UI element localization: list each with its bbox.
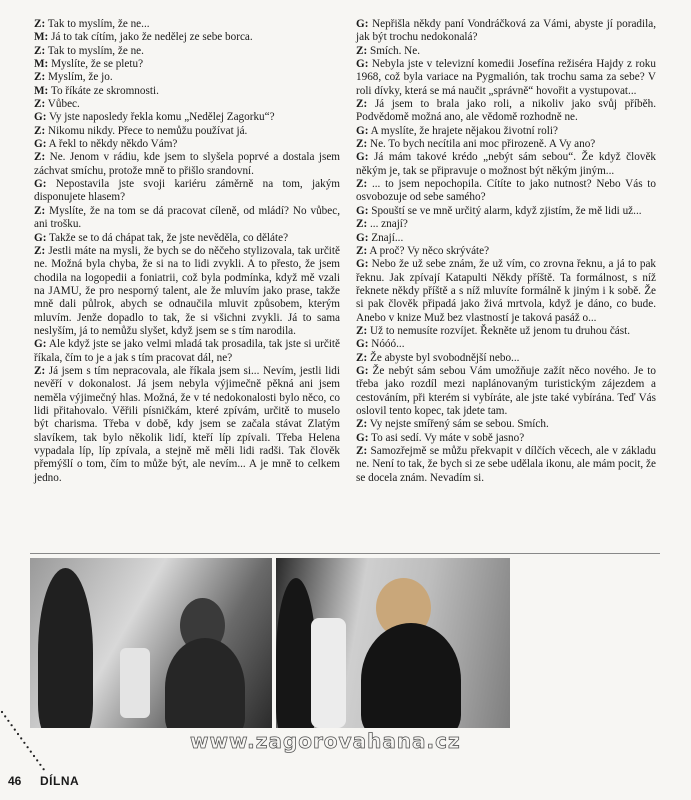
- dialogue-text: Že abyste byl svobodnější nebo...: [369, 351, 520, 364]
- dialogue-text: Už to nemusíte rozvíjet. Řekněte už jenom tu druhou část.: [369, 324, 631, 337]
- photo-strip: [30, 558, 510, 728]
- watermark: www.zagorovahana.cz: [190, 729, 461, 753]
- person-silhouette: [38, 568, 93, 728]
- dialogue-paragraph: [356, 258, 656, 325]
- dialogue-paragraph: [356, 325, 656, 338]
- decor-dot: [17, 733, 19, 735]
- speaker-label: M:: [34, 58, 49, 71]
- dialogue-text: Vy jste naposledy řekla komu „Nedělej Zagorku“?: [49, 111, 275, 124]
- decor-dot: [39, 764, 41, 766]
- dialogue-text: Myslím, že jo.: [47, 71, 113, 84]
- glass-vase: [120, 648, 150, 718]
- dialogue-paragraph: [34, 125, 340, 138]
- dialogue-text: ... znají?: [369, 218, 408, 231]
- dialogue-text: Nebo že už sebe znám, že už vím, co zrovna řeknu, a já to pak řeknu. Jak zpívají Katapulti Někdy příště. Ta formálnost, s níž řeknete někdy příště a s níž mluvíte formálně k jiným i k sobě. Že si pak člověk připadá jako živá mrtvola, když je dáno, co bude. Anebo v knize Muž bez vlastností je taková pasáž o...: [356, 258, 657, 324]
- dialogue-paragraph: [34, 111, 340, 124]
- dialogue-paragraph: [34, 138, 340, 151]
- left-text-column: [34, 18, 340, 485]
- dialogue-text: Tak to myslím, že ne.: [47, 44, 144, 57]
- speaker-label: G:: [34, 111, 47, 124]
- decor-dot: [30, 751, 32, 753]
- dialogue-text: Spouští se ve mně určitý alarm, když zjistím, že mě lidi už...: [371, 204, 642, 217]
- dialogue-text: Ne. Jenom v rádiu, kde jsem to slyšela poprvé a dostala jsem záchvat smíchu, protože mně to přišlo srandovní.: [34, 151, 341, 177]
- glass-vase: [311, 618, 346, 728]
- speaker-label: G:: [356, 204, 369, 217]
- dialogue-paragraph: [356, 365, 656, 418]
- speaker-label: G:: [356, 151, 369, 164]
- dialogue-text: Znají...: [371, 231, 404, 244]
- speaker-label: Z:: [356, 351, 368, 364]
- dialogue-text: Ne. To bych necítila ani moc přirozeně. A Vy ano?: [369, 138, 596, 151]
- dialogue-text: Takže se to dá chápat tak, že jste nevěděla, co děláte?: [49, 231, 289, 244]
- photo-left: [30, 558, 272, 728]
- decor-dot: [27, 746, 29, 748]
- decor-dot: [11, 724, 13, 726]
- dialogue-paragraph: [356, 245, 656, 258]
- speaker-label: G:: [356, 18, 369, 30]
- dialogue-text: Nóóó...: [371, 338, 405, 351]
- dialogue-text: Nepřišla někdy paní Vondráčková za Vámi, abyste jí poradila, jak být trochu nedokonalá?: [356, 18, 657, 44]
- dialogue-text: Smích. Ne.: [369, 44, 421, 57]
- speaker-label: G:: [34, 338, 47, 351]
- dialogue-text: Že nebýt sám sebou Vám umožňuje zažít něco nového. Je to třeba jako rozdíl mezi naplánovaným turistickým zájezdem a cestováním, při kterém si vybíráte, ale jste také vybírána. Teď Vás oslovil tento kopec, tak jdete tam.: [356, 364, 657, 417]
- dialogue-paragraph: [356, 18, 656, 45]
- dialogue-paragraph: [356, 352, 656, 365]
- dialogue-text: Nikomu nikdy. Přece to nemůžu používat já.: [47, 124, 248, 137]
- speaker-label: G:: [356, 124, 369, 137]
- dialogue-paragraph: [34, 71, 340, 84]
- page-number: 46: [8, 774, 22, 788]
- decor-dot: [1, 711, 3, 713]
- dialogue-paragraph: [34, 31, 340, 44]
- dialogue-text: Jestli máte na mysli, že bych se do něčeho stylizovala, tak určitě ne. Možná byla chyba, že si na to lidi zvykli. A to přesto, že jsem chodila na logopedii a foniatrii, což byla podmínka, když mě vzali na JAMU, že pro nesporný talent, ale že mluvím jako prase, takže mně dali půlrok, abych se odnaučila mluvit způsobem, kterým mluvím. Jenže dopadlo to tak, že si všichni zvykli. Já to sama neslyším, já to nemůžu slyšet, když jsem se s tím narodila.: [34, 244, 340, 337]
- dialogue-paragraph: [34, 178, 340, 205]
- dialogue-text: Já mám takové krédo „nebýt sám sebou“. Že když člověk někým je, tak se připravuje o možnost být někým jiným...: [356, 151, 657, 177]
- dialogue-text: Vy nejste smířený sám se sebou. Smích.: [369, 418, 549, 431]
- speaker-label: G:: [356, 58, 369, 71]
- decor-dot: [23, 742, 25, 744]
- speaker-label: Z:: [34, 71, 46, 84]
- dialogue-paragraph: [356, 138, 656, 151]
- dialogue-text: A proč? Vy něco skrýváte?: [369, 244, 490, 257]
- dialogue-text: Tak to myslím, že ne...: [47, 18, 150, 30]
- speaker-label: G:: [356, 258, 369, 271]
- person-silhouette: [165, 638, 245, 728]
- decor-dot: [14, 729, 16, 731]
- dialogue-paragraph: [34, 205, 340, 232]
- speaker-label: Z:: [356, 244, 368, 257]
- decor-dot: [43, 768, 45, 770]
- speaker-label: M:: [34, 31, 49, 44]
- decor-dot: [7, 720, 9, 722]
- speaker-label: Z:: [356, 445, 368, 457]
- speaker-label: Z:: [356, 418, 368, 431]
- dialogue-paragraph: [34, 365, 340, 485]
- speaker-label: Z:: [34, 364, 46, 377]
- speaker-label: M:: [34, 84, 49, 97]
- speaker-label: G:: [356, 364, 369, 377]
- dialogue-paragraph: [34, 151, 340, 178]
- dialogue-text: Myslíte, že na tom se dá pracovat cíleně, od mládí? No vůbec, ani trošku.: [34, 204, 340, 231]
- horizontal-rule: [30, 553, 660, 554]
- right-text-column: [356, 18, 656, 485]
- dialogue-paragraph: [356, 218, 656, 231]
- speaker-label: Z:: [356, 218, 368, 231]
- dialogue-text: Já jsem s tím nepracovala, ale říkala jsem si... Nevím, jestli lidi nevěří v dokonalost. Já jsem nebyla výjimečně pěkná ani jsem neměla výjimečný hlas. Možná, že v té nedokonalosti bylo něco, co lidi přitahovalo. Věřili písničkám, které zpívám, určitě to muselo být charisma. Třeba v době, kdy jsem se začala stávat Zlatým slavíkem, tak bylo několik lidí, kteří líp zpívali. Třeba Helena vypadala líp, líp zpívala, a stejně mě měli lidi radši. Tak člověk přemýšlí o tom, čím to může být, ale nevím... A je mně to celkem jedno.: [34, 364, 340, 484]
- speaker-label: G:: [356, 431, 369, 444]
- dialogue-paragraph: [356, 338, 656, 351]
- dialogue-paragraph: [356, 45, 656, 58]
- decor-dot: [4, 715, 6, 717]
- dialogue-text: Já to tak cítím, jako že nedělej ze sebe borca.: [51, 31, 253, 44]
- speaker-label: G:: [34, 178, 47, 191]
- speaker-label: G:: [356, 338, 369, 351]
- dialogue-paragraph: [34, 58, 340, 71]
- dialogue-paragraph: [356, 418, 656, 431]
- dialogue-paragraph: [356, 205, 656, 218]
- speaker-label: G:: [34, 138, 47, 151]
- dialogue-paragraph: [356, 232, 656, 245]
- dialogue-text: Vůbec.: [47, 98, 80, 111]
- decor-dot: [36, 759, 38, 761]
- dialogue-paragraph: [34, 98, 340, 111]
- dialogue-paragraph: [34, 338, 340, 365]
- dialogue-paragraph: [34, 245, 340, 338]
- decor-dot: [20, 737, 22, 739]
- speaker-label: G:: [356, 231, 369, 244]
- dialogue-paragraph: [356, 98, 656, 125]
- dialogue-text: Ale když jste se jako velmi mladá tak prosadila, tak jste si určitě říkala, čím to je a jak s tím pracovat dál, ne?: [34, 338, 341, 364]
- speaker-label: Z:: [34, 204, 46, 217]
- dialogue-paragraph: [34, 18, 340, 31]
- dialogue-text: Myslíte, že se pletu?: [51, 58, 144, 71]
- speaker-label: G:: [34, 231, 47, 244]
- speaker-label: Z:: [34, 151, 46, 164]
- dialogue-paragraph: [34, 45, 340, 58]
- dialogue-text: To asi sedí. Vy máte v sobě jasno?: [371, 431, 525, 444]
- dialogue-paragraph: [356, 178, 656, 205]
- dialogue-text: ... to jsem nepochopila. Cítíte to jako nutnost? Nebo Vás to osvobozuje od sebe samého?: [356, 178, 656, 204]
- speaker-label: Z:: [34, 124, 46, 137]
- dialogue-paragraph: [356, 151, 656, 178]
- person-silhouette: [276, 578, 316, 728]
- dialogue-text: A řekl to někdy někdo Vám?: [48, 138, 178, 151]
- dialogue-text: To říkáte ze skromnosti.: [50, 84, 159, 97]
- dialogue-text: Samozřejmě se můžu překvapit v dílčích věcech, ale v základu ne. Není to tak, že bych si ze sebe udělala ikonu, ale mám pocit, že se docela znám. Nevadím si.: [356, 445, 656, 484]
- speaker-label: Z:: [34, 44, 46, 57]
- dialogue-paragraph: [34, 85, 340, 98]
- dialogue-text: Nepostavila jste svoji kariéru záměrně na tom, jakým disponujete hlasem?: [34, 178, 341, 204]
- decor-dot: [33, 755, 35, 757]
- section-label: DÍLNA: [40, 774, 80, 788]
- dialogue-text: Já jsem to brala jako roli, a nikoliv jako svůj příběh. Podvědomě možná ano, ale vědomě rozhodně ne.: [356, 98, 657, 124]
- speaker-label: Z:: [34, 244, 46, 257]
- dialogue-paragraph: [34, 232, 340, 245]
- dialogue-paragraph: [356, 58, 656, 98]
- person-silhouette: [361, 623, 461, 728]
- photo-right: [276, 558, 510, 728]
- dialogue-text: A myslíte, že hrajete nějakou životní roli?: [370, 124, 558, 137]
- speaker-label: Z:: [356, 138, 368, 151]
- dialogue-text: Nebyla jste v televizní komedii Josefína režiséra Hajdy z roku 1968, což byla variace na Pygmalión, tak trochu sama za sebe? V roli dívky, která se má naučit „správně“ hovořit a vystupovat...: [356, 58, 656, 97]
- dialogue-paragraph: [356, 445, 656, 485]
- dialogue-paragraph: [356, 125, 656, 138]
- speaker-label: Z:: [356, 324, 368, 337]
- speaker-label: Z:: [356, 178, 368, 191]
- speaker-label: Z:: [356, 98, 368, 111]
- speaker-label: Z:: [34, 18, 46, 30]
- dialogue-paragraph: [356, 432, 656, 445]
- speaker-label: Z:: [356, 44, 368, 57]
- speaker-label: Z:: [34, 98, 46, 111]
